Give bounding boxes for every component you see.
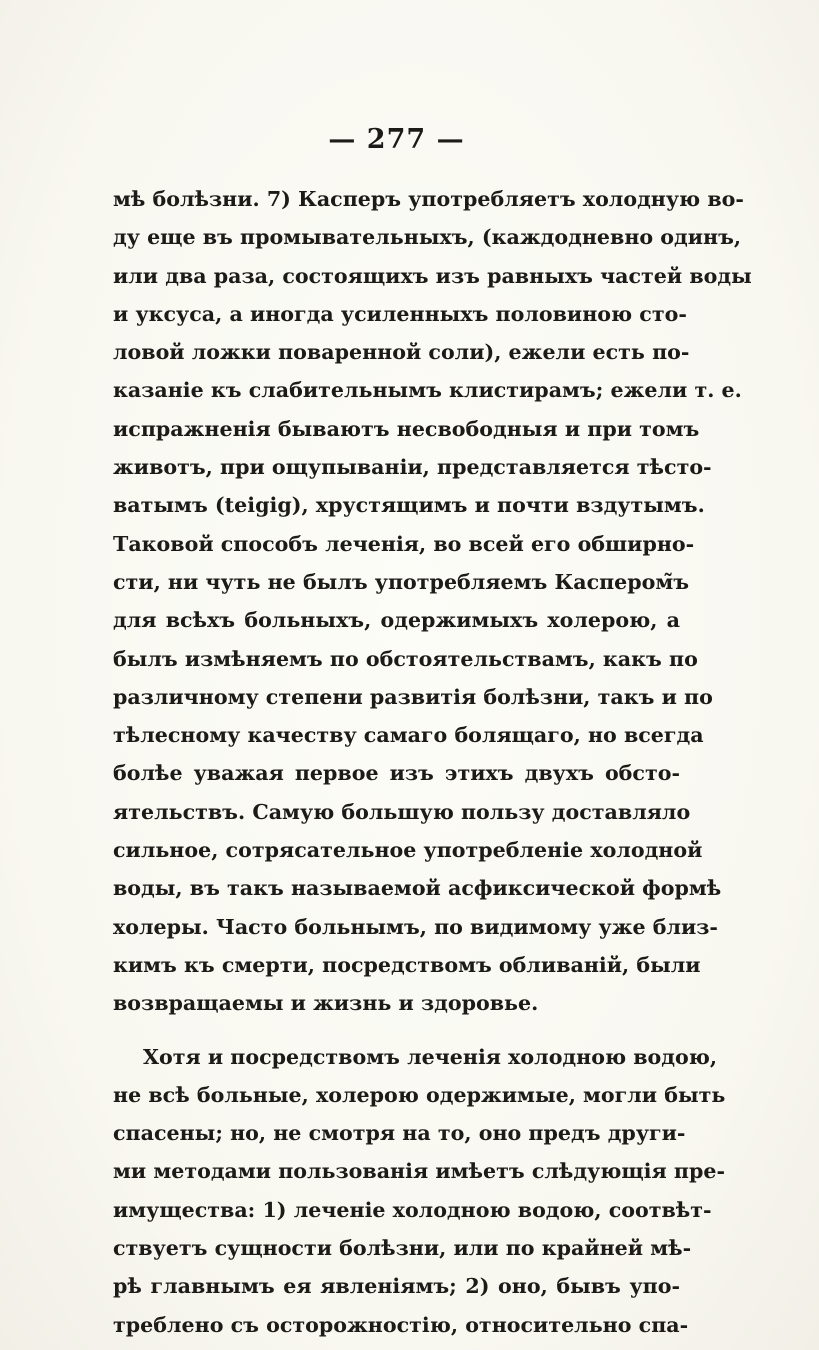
- text-line: для всѣхъ больныхъ, одержимыхъ холерою, а: [113, 608, 680, 633]
- text-line: спасены; но, не смотря на то, оно предъ други-: [113, 1121, 686, 1146]
- page-number: — 277 —: [328, 124, 465, 155]
- text-line: имущества: 1) леченіе холодною водою, соотвѣт-: [113, 1197, 712, 1222]
- text-line: животъ, при ощупываніи, представляется тѣсто-: [113, 455, 712, 480]
- paragraph-2: [113, 1038, 726, 1344]
- text-line: сти, ни чуть не былъ употребляемъ Каспером̃ъ: [113, 569, 690, 594]
- text-line: кимъ къ смерти, посредствомъ обливаній, были: [113, 952, 701, 977]
- text-line: ятельствъ. Самую большую пользу доставляло: [113, 799, 691, 824]
- text-line: мѣ болѣзни. 7) Касперъ употребляетъ холодную во-: [113, 187, 744, 211]
- text-line: ду еще въ промывательныхъ, (каждодневно одинъ,: [113, 225, 742, 250]
- text-line: болѣе уважая первое изъ этихъ двухъ обсто-: [113, 761, 680, 786]
- text-line: ватымъ (teigig), хрустящимъ и почти вздутымъ.: [113, 493, 705, 518]
- text-line: ми методами пользованія имѣетъ слѣдующія пре-: [113, 1159, 725, 1184]
- text-line: различному степени развитія болѣзни, такъ и по: [113, 684, 713, 709]
- text-line: казаніе къ слабительнымъ клистирамъ; ежели т. е.: [113, 378, 742, 403]
- text-line: не всѣ больные, холерою одержимые, могли быть: [113, 1082, 726, 1107]
- text-line: холеры. Часто больнымъ, по видимому уже близ-: [113, 914, 718, 939]
- text-line: Таковой способъ леченія, во всей его обширно-: [113, 531, 695, 556]
- text-line: и уксуса, а иногда усиленныхъ половиною сто-: [113, 301, 687, 326]
- text-line: рѣ главнымъ ея явленіямъ; 2) оно, бывъ упо-: [113, 1274, 680, 1299]
- body-text: [113, 180, 752, 1344]
- text-line: испражненія бываютъ несвободныя и при томъ: [113, 416, 700, 441]
- paragraph-gap: [113, 1023, 680, 1038]
- paragraph-1: [113, 180, 752, 1023]
- text-line: ловой ложки поваренной соли), ежели есть по-: [113, 340, 690, 365]
- text-line: треблено съ осторожностію, относительно спа-: [113, 1312, 689, 1337]
- text-line: или два раза, состоящихъ изъ равныхъ частей воды: [113, 263, 752, 288]
- text-line: тѣлесному качеству самаго болящаго, но всегда: [113, 723, 704, 748]
- text-line: ствуетъ сущности болѣзни, или по крайней мѣ-: [113, 1236, 692, 1261]
- text-line: сильное, сотрясательное употребленіе холодной: [113, 838, 703, 863]
- text-line: былъ измѣняемъ по обстоятельствамъ, какъ по: [113, 646, 698, 671]
- text-line: возвращаемы и жизнь и здоровье.: [113, 991, 539, 1016]
- text-line: воды, въ такъ называемой асфиксической формѣ: [113, 876, 722, 901]
- text-line: Хотя и посредствомъ леченія холодною водою,: [143, 1044, 718, 1069]
